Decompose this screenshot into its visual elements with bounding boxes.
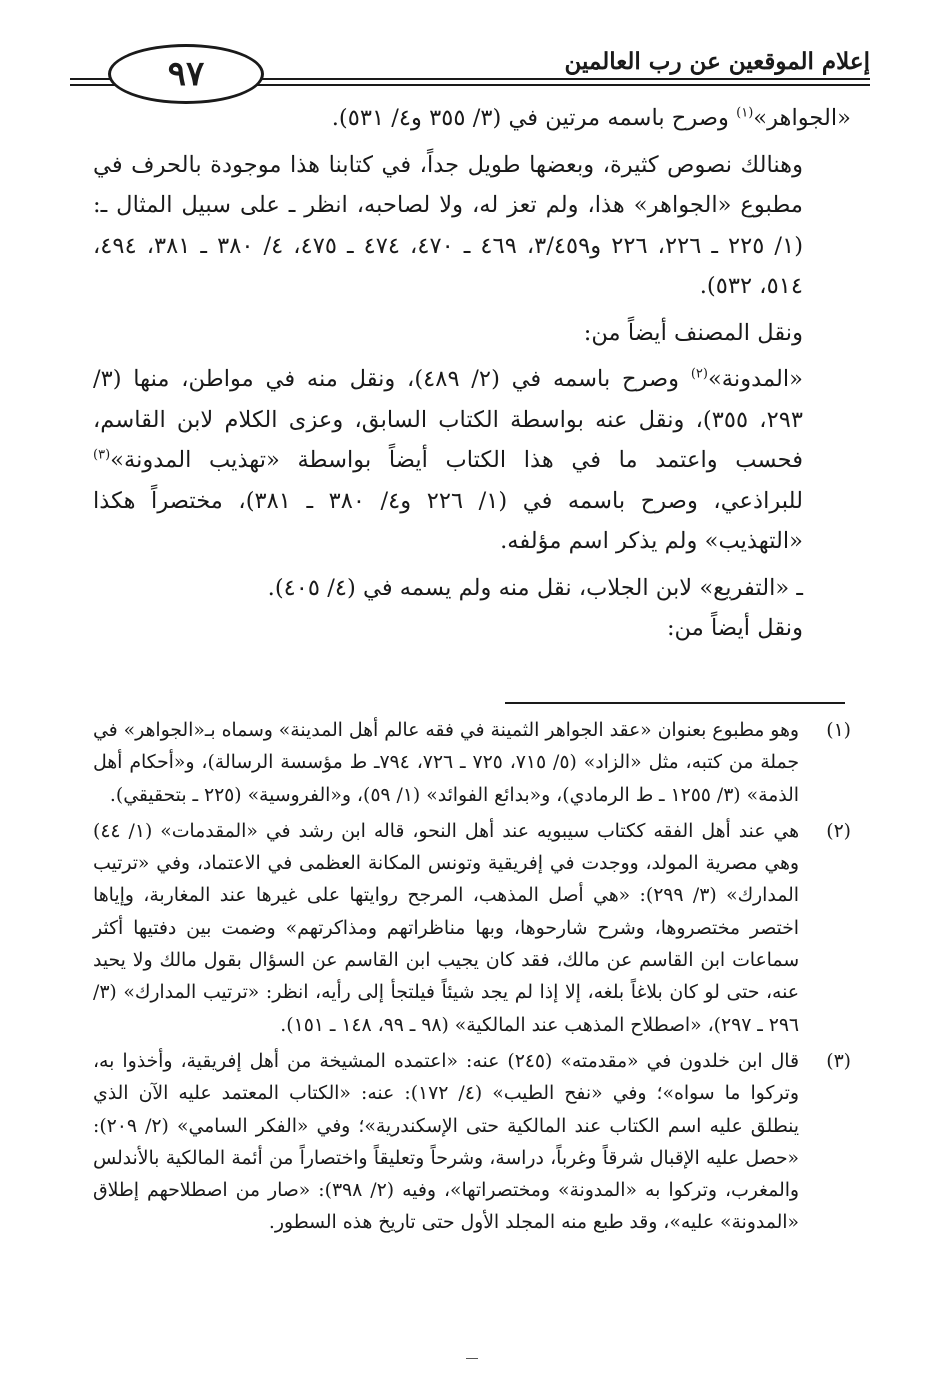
footnote (93, 1046, 851, 1240)
paragraph: وهنالك نصوص كثيرة، وبعضها طويل جداً، في كتابنا هذا موجودة بالحرف في مطبوع «الجواهر» هذا، ولم تعز له، ولا لصاحبه، انظر ـ على سبيل المثال ـ: (١/ ٢٢٥ ـ ٢٢٦، ٢٢٦ و٣/٤٥٩، ٤٦٩ ـ ٤٧٠، ٤٧٤ ـ ٤٧٥، ٤/ ٣٨٠ ـ ٣٨١، ٤٩٤، ٥١٤، ٥٣٢). (93, 151, 804, 299)
footnote-ref: (١) (736, 105, 754, 121)
footnote-number: (١) (826, 720, 851, 741)
footnote (93, 816, 851, 1042)
footnote-ref: (٣) (93, 447, 111, 463)
footnote-number: (٣) (826, 1050, 851, 1072)
footnote-text: هي عند أهل الفقه ككتاب سيبويه عند أهل النحو، قاله ابن رشد في «المقدمات» (١/ ٤٤) وهي مصرية المولد، ووجدت في إفريقية وتونس المكانة العظمى في الاعتماد، وفي «ترتيب المدارك» (٣/ ٢٩٩): «هي أصل المذهب، المرجح روايتها على غيرها عند المغاربة، وإياها اختصر مختصروها، وشرح شارحوها، وبها مناظراتهم ومذاكرتهم» وضمت بين دفتيها أكثر سماعات ابن القاسم عن مالك، فقد كان يجيب ابن القاسم عن السؤال بقول مالك ولا يحيد عنه، حتى لو كان بلاغاً بلغه، إلا إذا لم يجد شيئاً فيلتجأ إلى رأيه، انظر: «ترتيب المدارك» (٣/ ٢٩٦ ـ ٢٩٧)، «اصطلاح المذهب عند المالكية» (٩٨ ـ ٩٩، ١٤٨ ـ ١٥١). (93, 820, 799, 1036)
paragraph: «المدونة»$^{(٢)}$ وصرح باسمه في (٢/ ٤٨٩)، ونقل منه في مواطن، منها (٣/ ٢٩٣، ٣٥٥)، ونقل عنه بواسطة الكتاب السابق، وعزى الكلام لابن القاسم، فحسب واعتمد ما في هذا الكتاب أيضاً بواسطة «تهذيب المدونة»$^{(٣)}$ للبراذعي، وصرح باسمه في (١/ ٢٢٦ و٤/ ٣٨٠ ـ ٣٨١)، مختصراً هكذا «التهذيب» ولم يذكر اسم مؤلفه. (93, 366, 804, 554)
footnote (93, 715, 851, 812)
footnote-ref: (٢) (690, 366, 708, 382)
footnote-text: قال ابن خلدون في «مقدمته» (٢٤٥) عنه: «اعتمده المشيخة من أهل إفريقية، وأخذوا به، وتركوا ما سواه»؛ وفي «نفح الطيب» (٤/ ١٧٢): عنه: «الكتاب المعتمد عليه الآن الذي ينطلق عليه اسم الكتاب عند المالكية حتى الإسكندرية»؛ وفي «الفكر السامي» (٢/ ٢٠٩): «حصل عليه الإقبال شرقاً وغرباً، دراسة، وشرحاً وتعليقاً واختصاراً من أئمة المالكية بالأندلس والمغرب، وتركوا به «المدونة» ومختصراتها»، وفيه (٢/ ٣٩٨): «صار من اصطلاحهم إطلاق «المدونة» عليه»، وقد طبع منه المجلد الأول حتى تاريخ هذه السطور. (93, 1050, 799, 1234)
paragraph: «الجواهر»$^{(١)}$ وصرح باسمه مرتين في (٣/ ٣٥٥ و٤/ ٥٣١). (331, 105, 851, 131)
page-header (70, 38, 870, 98)
book-title: إعلام الموقعين عن رب العالمين (564, 48, 870, 75)
footnote-separator (505, 702, 845, 704)
paragraph: ـ «التفريع» لابن الجلاب، نقل منه ولم يسمه في (٤/ ٤٠٥). (267, 574, 803, 601)
footnotes (93, 715, 851, 1244)
page-number: ٩٧ (108, 44, 264, 104)
paragraph: ونقل أيضاً من: (666, 615, 803, 641)
paragraph: ونقل المصنف أيضاً من: (583, 319, 803, 346)
footnote-number: (٢) (826, 820, 851, 842)
bottom-mark (466, 1358, 478, 1359)
main-text (93, 98, 851, 649)
footnote-text: وهو مطبوع بعنوان «عقد الجواهر الثمينة في فقه عالم أهل المدينة» وسماه بـ«الجواهر» في جملة من كتبه، مثل «الزاد» (٥/ ٧١٥، ٧٢٥ ـ ٧٢٦، ٧٩٤ـ ط مؤسسة الرسالة)، و«أحكام أهل الذمة» (٣/ ١٢٥٥ ـ ط الرمادي)، و«بدائع الفوائد» (١/ ٥٩)، و«الفروسية» (٢٢٥ ـ بتحقيقي). (93, 720, 799, 806)
